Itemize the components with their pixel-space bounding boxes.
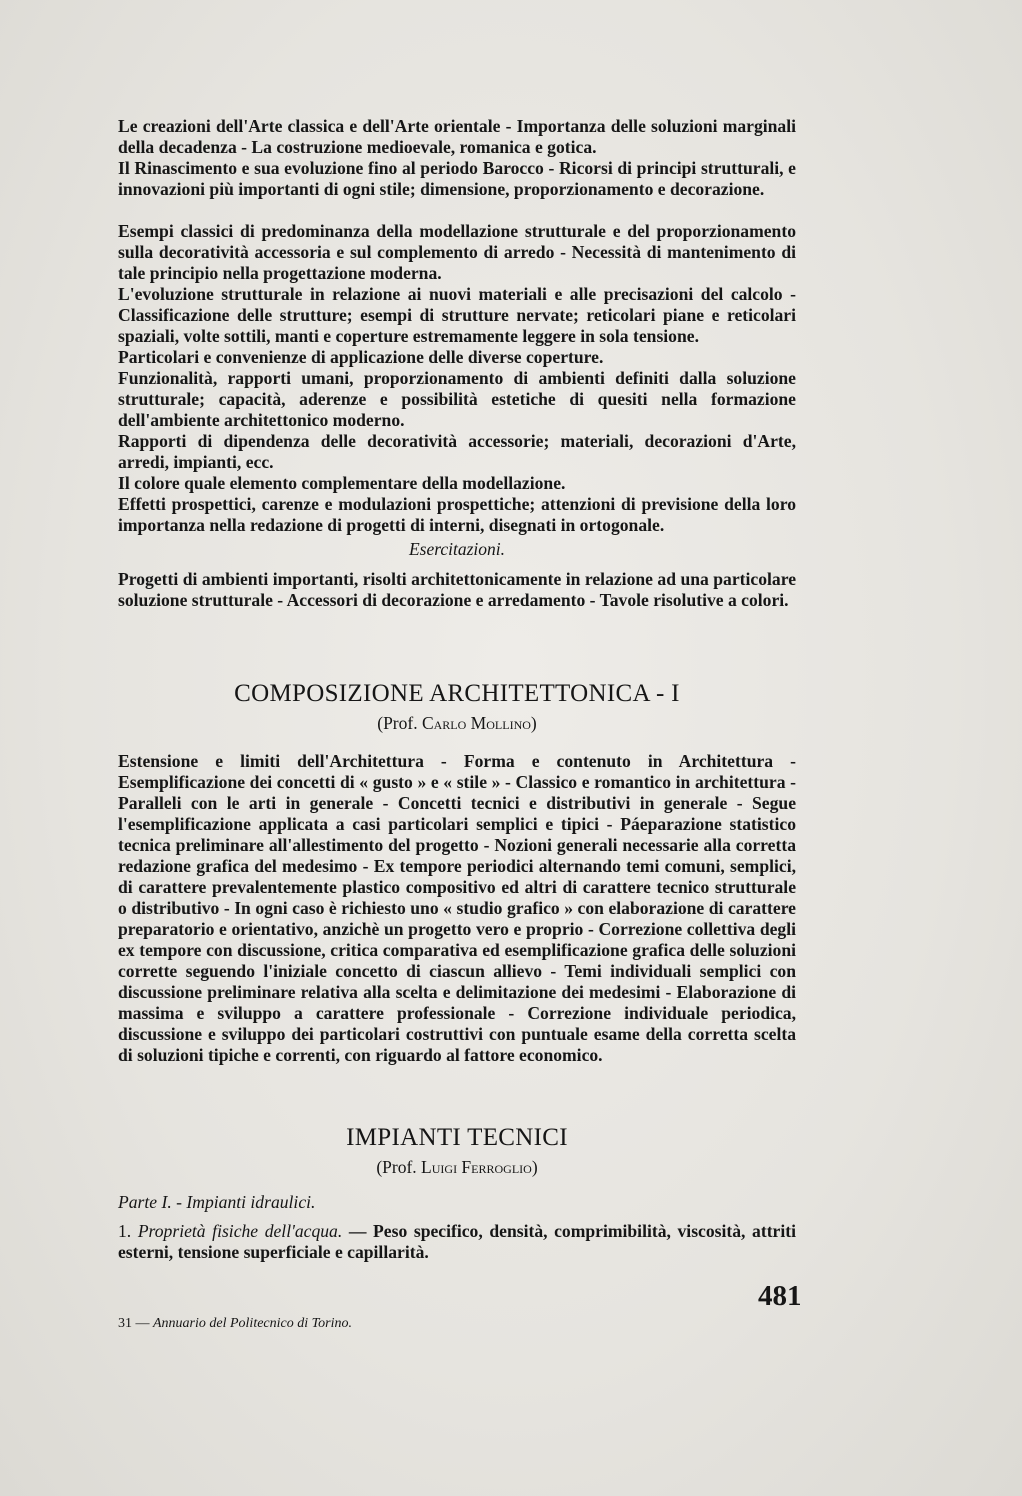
page-number: 481 (758, 1280, 802, 1312)
prof-prefix: (Prof. (376, 1157, 417, 1177)
paragraph-arte-classica: Le creazioni dell'Arte classica e dell'Arte orientale - Importanza delle soluzioni marginali della decadenza - La costruzione medioevale, romanica e gotica. (118, 116, 796, 157)
item-proprieta-acqua (118, 1221, 796, 1263)
paragraph-esempi-classici: Esempi classici di predominanza della modellazione strutturale e del proporzionamento sulla decoratività accessoria e sul complemento di arredo - Necessità di mantenimento di tale principio nella progettazione moderna. (118, 221, 796, 283)
prof-suffix: ) (530, 713, 537, 733)
item-text: — Peso specifico, densità, comprimibilità, viscosità, attriti esterni, tensione superficiale e capillarità. (118, 1221, 796, 1262)
item-title: Proprietà fisiche dell'acqua. (137, 1221, 343, 1241)
paragraph-particolari-coperture: Particolari e convenienze di applicazione delle diverse coperture. (118, 347, 604, 367)
footer-publication: Annuario del Politecnico di Torino. (153, 1316, 352, 1331)
professor-line-ferroglio (118, 1157, 796, 1178)
section-title-composizione: COMPOSIZIONE ARCHITETTONICA - I (234, 680, 680, 707)
footer-number: 31 (118, 1316, 132, 1331)
footer-dash: — (135, 1316, 150, 1331)
prof-prefix: (Prof. (377, 713, 418, 733)
exercises-text: Progetti di ambienti importanti, risolti architettonicamente in relazione ad una particolare soluzione strutturale - Accessori di decorazione e arredamento - Tavole risolutive a colori. (118, 569, 796, 610)
section-title-impianti: IMPIANTI TECNICI (346, 1124, 568, 1151)
professor-line-mollino (118, 713, 796, 734)
prof-suffix: ) (531, 1157, 538, 1177)
paragraph-colore: Il colore quale elemento complementare della modellazione. (118, 473, 566, 493)
footer (118, 1316, 352, 1332)
paragraph-rapporti-dipendenza: Rapporti di dipendenza delle decoratività accessorie; materiali, decorazioni d'Arte, arredi, impianti, ecc. (118, 431, 796, 472)
part-heading: Parte I. - Impianti idraulici. (118, 1192, 316, 1212)
paragraph-evoluzione-strutturale: L'evoluzione strutturale in relazione ai nuovi materiali e alle precisazioni del calcolo - Classificazione delle strutture; esempi di strutture nervate; reticolari piane e reticolari spaziali, volte sottili, manti e coperture estremamente leggere in sola tensione. (118, 284, 796, 346)
paragraph-rinascimento: Il Rinascimento e sua evoluzione fino al periodo Barocco - Ricorsi di principi strutturali, e innovazioni più importanti di ogni stile; dimensione, proporzionamento e decorazione. (118, 158, 796, 199)
professor-name: Carlo Mollino (421, 713, 531, 733)
paragraph-funzionalita: Funzionalità, rapporti umani, proporzionamento di ambienti definiti dalla soluzione strutturale; capacità, aderenze e possibilità estetiche di quesiti nella formazione dell'ambiente architettonico moderno. (118, 368, 796, 430)
professor-name: Luigi Ferroglio (421, 1157, 532, 1177)
exercises-heading: Esercitazioni. (408, 539, 506, 559)
item-number: 1. (118, 1221, 132, 1241)
paragraph-effetti-prospettici: Effetti prospettici, carenze e modulazioni prospettiche; attenzioni di previsione della loro importanza nella redazione di progetti di interni, disegnati in ortogonale. (118, 494, 796, 535)
composizione-body: Estensione e limiti dell'Architettura - Forma e contenuto in Architettura - Esemplificazione dei concetti di « gusto » e « stile » - Classico e romantico in architettura - Paralleli con le arti in generale - Concetti tecnici e distributivi in generale - Segue l'esemplificazione applicata a casi particolari semplici e tipici - Páeparazione statistico tecnica preliminare all'allestimento del progetto - Nozioni generali necessarie alla corretta redazione grafica del medesimo - Ex tempore periodici alternando temi comuni, semplici, di carattere prevalentemente plastico compositivo ed altri di carattere tecnico strutturale o distributivo - In ogni caso è richiesto uno « studio grafico » con elaborazione di carattere preparatorio e orientativo, anzichè un progetto vero e proprio - Correzione collettiva degli ex tempore con discussione, critica comparativa ed esemplificazione grafica delle soluzioni corrette seguendo l'iniziale concetto di ciascun allievo - Temi individuali semplici con discussione preliminare relativa alla scelta e delimitazione dei medesimi - Elaborazione di massima e sviluppo a carattere professionale - Correzione individuale periodica, discussione e sviluppo dei particolari costruttivi con puntuale esame della corretta scelta di soluzioni tipiche e correnti, con riguardo al fattore economico. (118, 751, 796, 1065)
